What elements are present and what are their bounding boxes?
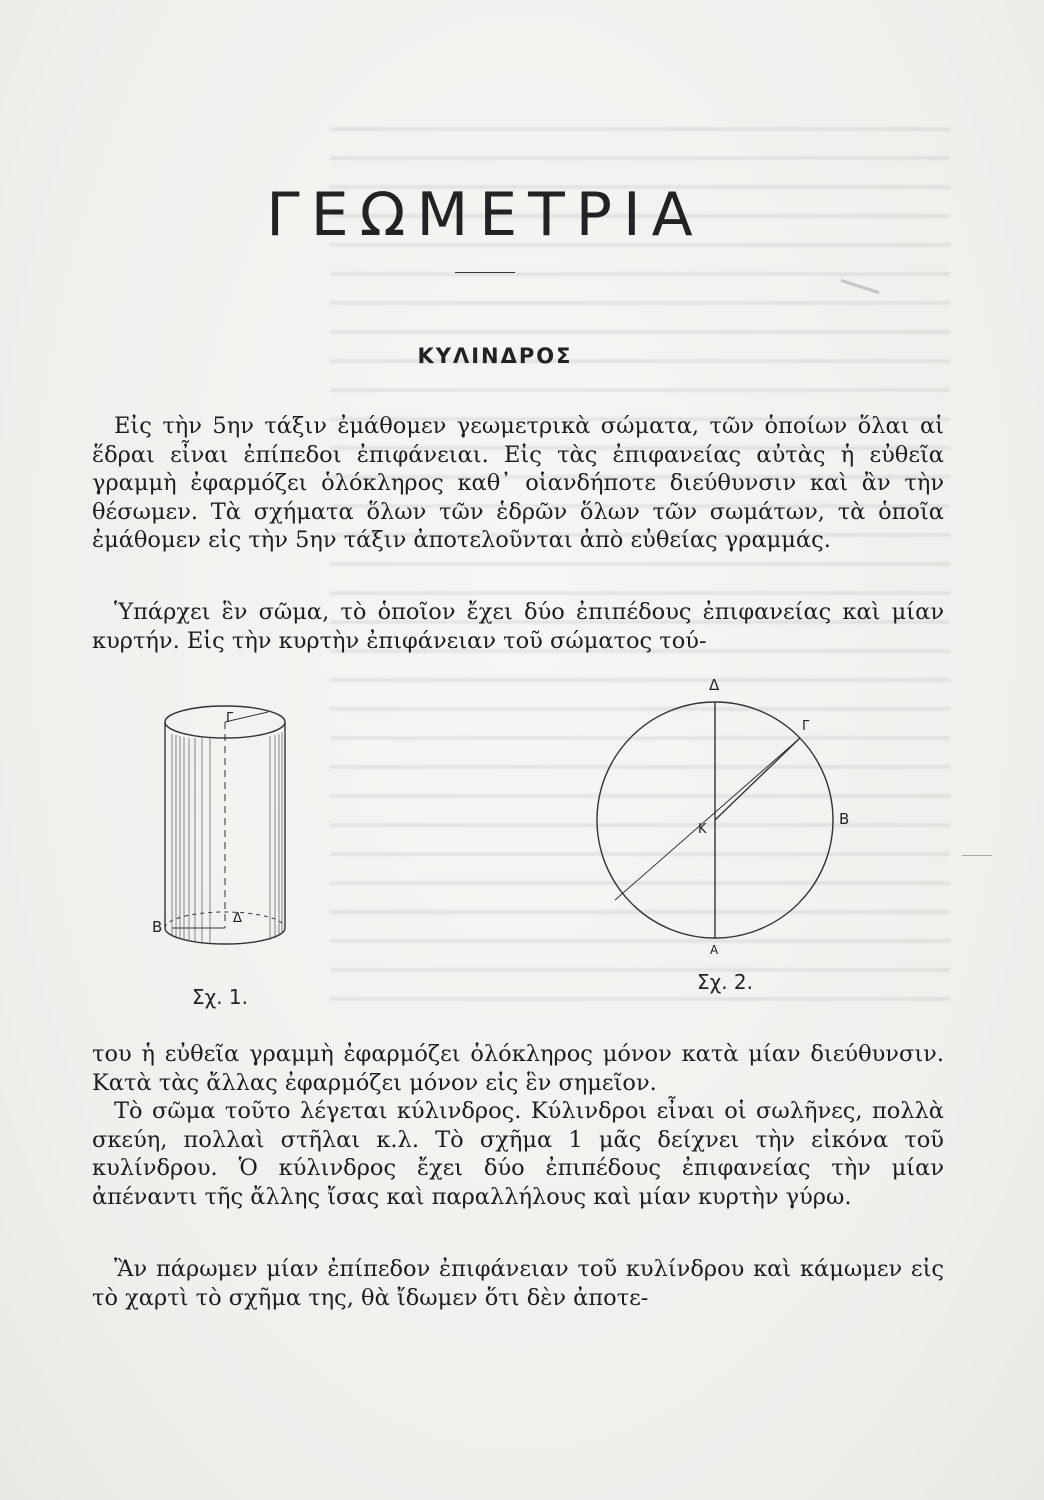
cylinder-bottom-front (165, 928, 285, 944)
fig2-label-right: Β (839, 810, 850, 828)
paragraph-3: του ἡ εὐθεῖα γραμμὴ ἐφαρμόζει ὁλόκληρος μόνον κατὰ μίαν διεύθυνσιν. Κατὰ τὰς ἄλλας ἐφαρμόζει μόνον εἰς ἓν σημεῖον. (92, 1041, 944, 1096)
fig1-label-left: Β (152, 918, 163, 936)
figure-cylinder (150, 700, 300, 960)
section-title: ΚΥΛΙΝΔΡΟΣ (417, 344, 573, 368)
paragraph-5: Ἂν πάρωμεν μίαν ἐπίπεδον ἐπιφάνειαν τοῦ κυλίνδρου καὶ κάμωμεν εἰς τὸ χαρτὶ τὸ σχῆμα της, θὰ ἴδωμεν ὅτι δὲν ἀποτε- (92, 1256, 944, 1311)
figure-1-caption: Σχ. 1. (192, 985, 248, 1009)
fig1-label-top: Γ (226, 711, 234, 726)
title-divider (455, 272, 515, 273)
paragraph-1: Εἰς τὴν 5ην τάξιν ἐμάθομεν γεωμετρικὰ σώματα, τῶν ὁποίων ὅλαι αἱ ἕδραι εἶναι ἐπίπεδοι ἐπιφάνειαι. Εἰς τὰς ἐπιφανείας αὐτὰς ἡ εὐθεῖα γραμμὴ ἐφαρμόζει ὁλόκληρος καθ᾽ οἱανδήποτε διεύθυνσιν καὶ ἂν τὴν θέσωμεν. Τὰ σχήματα ὅλων τῶν ἑδρῶν ὅλων τῶν σωμάτων, τὰ ὁποῖα ἐμάθομεν εἰς τὴν 5ην τάξιν ἀποτελοῦνται ἀπὸ εὐθείας γραμμάς. (92, 413, 944, 553)
paragraph-2: Ὑπάρχει ἓν σῶμα, τὸ ὁποῖον ἔχει δύο ἐπιπέδους ἐπιφανείας καὶ μίαν κυρτήν. Εἰς τὴν κυρτὴν ἐπιφάνειαν τοῦ σώματος τού- (92, 599, 944, 654)
fig1-label-bottom: Δ (233, 911, 242, 926)
fig2-label-bottom: Α (710, 943, 719, 957)
circle-chord (615, 738, 800, 900)
fig2-label-center: Κ (698, 822, 707, 837)
paragraph-4: Τὸ σῶμα τοῦτο λέγεται κύλινδρος. Κύλινδροι εἶναι οἱ σωλῆνες, πολλὰ σκεύη, πολλαὶ στῆλαι κ.λ. Τὸ σχῆμα 1 μᾶς δείχνει τὴν εἰκόνα τοῦ κυλίνδρου. Ὁ κύλινδρος ἔχει δύο ἐπιπέδους ἐπιφανείας τὴν μίαν ἀπέναντι τῆς ἄλλης ἴσας καὶ παραλλήλους καὶ μίαν κυρτὴν γύρω. (92, 1098, 944, 1210)
figure-2-caption: Σχ. 2. (697, 970, 753, 994)
circle-radius (715, 738, 800, 820)
fig2-label-upper-right: Γ (802, 719, 810, 734)
page-title: ΓΕΩΜΕΤΡΙΑ (266, 180, 704, 250)
figure-circle (585, 670, 865, 960)
fig2-label-top: Δ (709, 676, 720, 694)
margin-mark (962, 855, 992, 856)
